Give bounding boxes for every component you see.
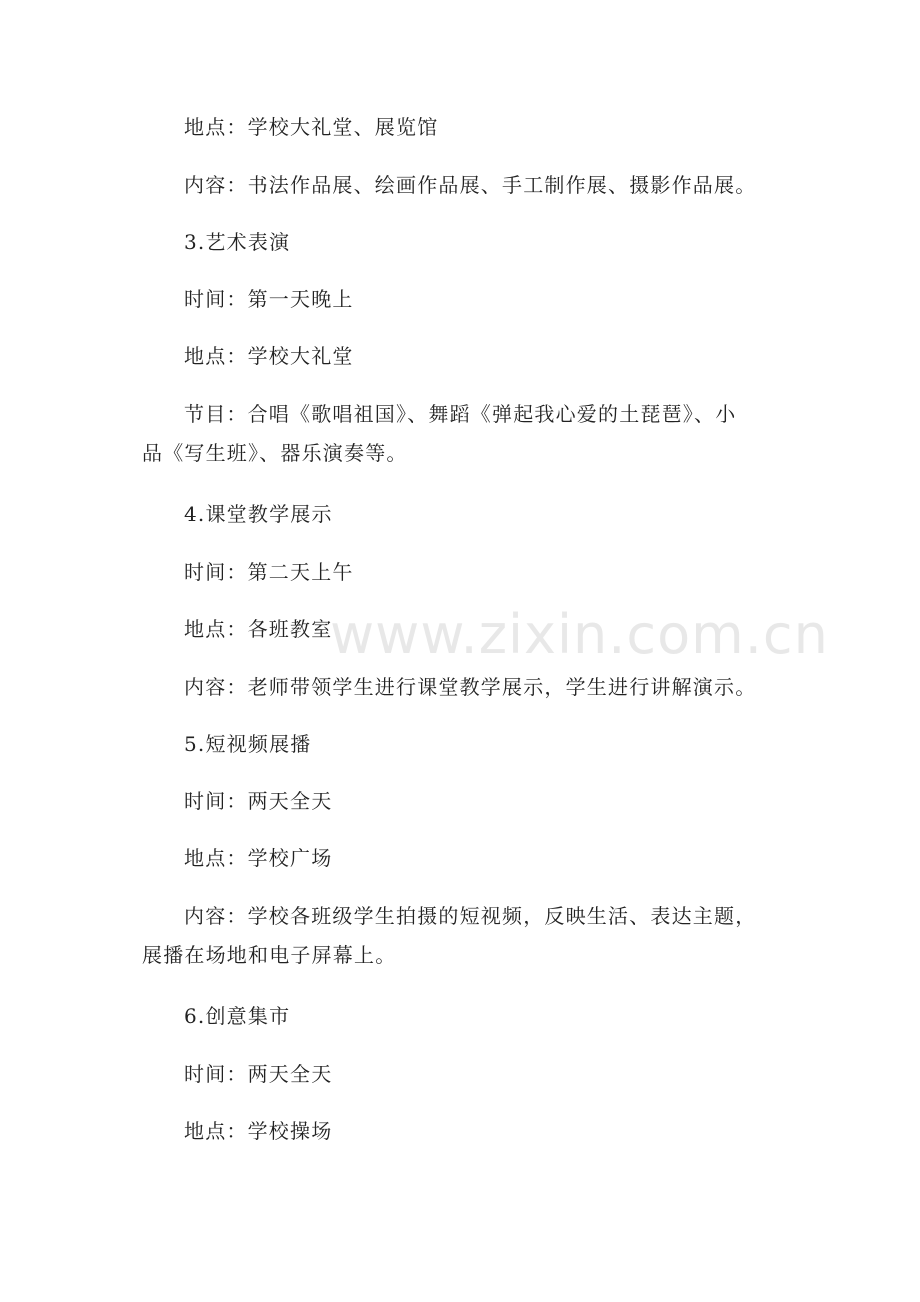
venue-line-classroom-demo: 地点：各班教室 (184, 617, 333, 641)
section-heading-creative-market: 6.创意集市 (184, 1004, 291, 1028)
time-line-creative-market: 时间：两天全天 (184, 1062, 333, 1086)
section-heading-classroom-demo: 4.课堂教学展示 (184, 502, 333, 526)
program-paragraph (142, 402, 782, 465)
section-heading-short-video: 5.短视频展播 (184, 732, 312, 756)
short-video-content-paragraph (142, 904, 782, 967)
venue-line-art-performance: 地点：学校大礼堂 (184, 344, 354, 368)
program-line-1: 节目：合唱《歌唱祖国》、舞蹈《弹起我心爱的土琵琶》、小 (184, 402, 737, 426)
program-line-2: 品《写生班》、器乐演奏等。 (142, 441, 408, 465)
short-video-content-line-2: 展播在场地和电子屏幕上。 (142, 943, 397, 967)
venue-line-short-video: 地点：学校广场 (184, 846, 333, 870)
venue-line-creative-market: 地点：学校操场 (184, 1119, 333, 1143)
watermark: www.zixin.com.cn (330, 603, 829, 666)
section-heading-art-performance: 3.艺术表演 (184, 230, 291, 254)
time-line-classroom-demo: 时间：第二天上午 (184, 560, 354, 584)
time-line-short-video: 时间：两天全天 (184, 789, 333, 813)
time-line-art-performance: 时间：第一天晚上 (184, 287, 354, 311)
short-video-content-line-1: 内容：学校各班级学生拍摄的短视频，反映生活、表达主题， (184, 904, 757, 928)
content-line-classroom-demo: 内容：老师带领学生进行课堂教学展示，学生进行讲解演示。 (184, 675, 757, 699)
content-line-exhibition: 内容：书法作品展、绘画作品展、手工制作展、摄影作品展。 (184, 173, 757, 197)
venue-line-exhibition: 地点：学校大礼堂、展览馆 (184, 115, 439, 139)
